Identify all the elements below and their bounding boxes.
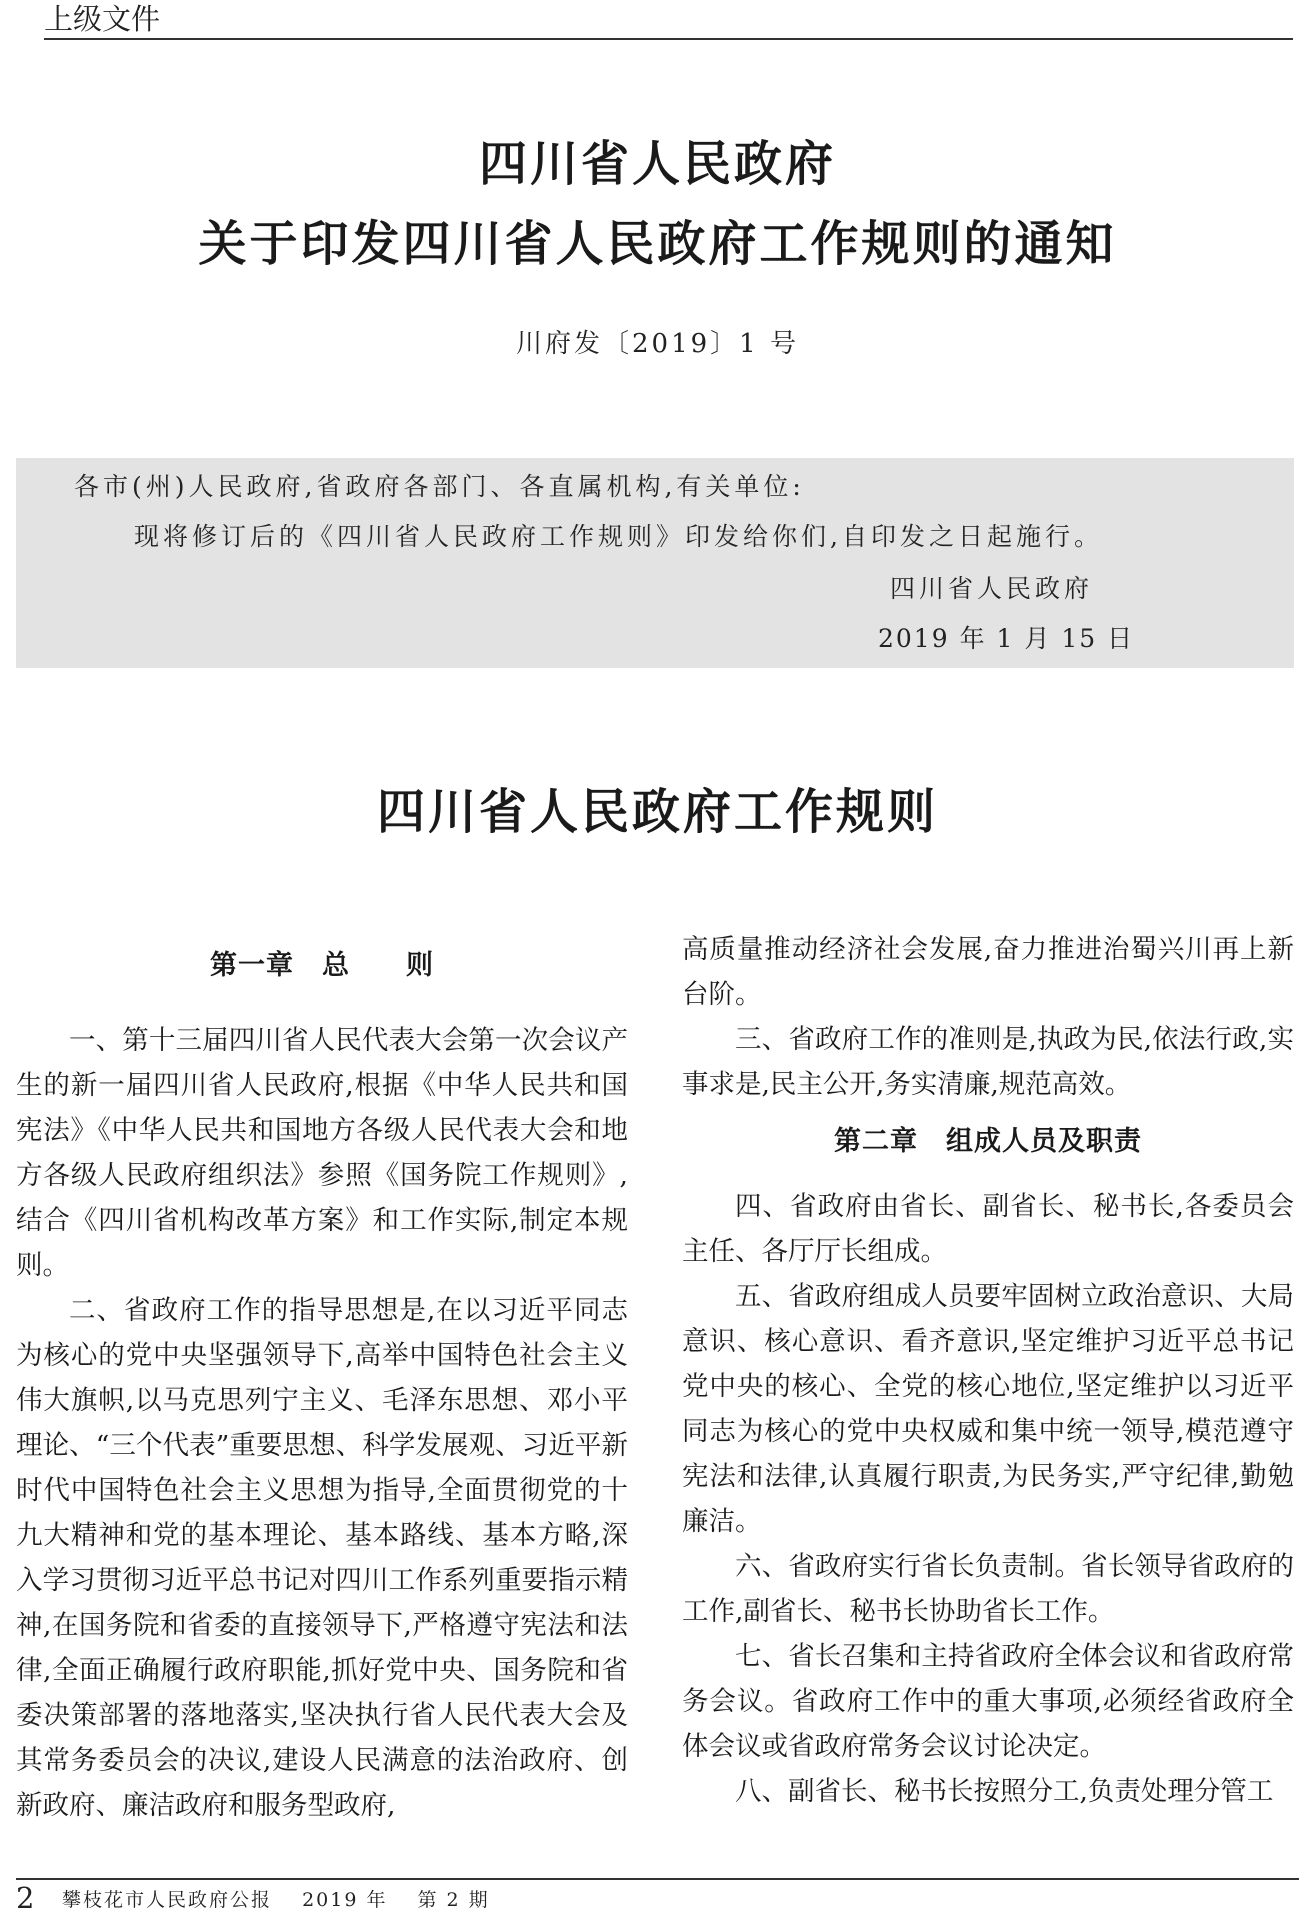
running-head-section-label: 上级文件 [44,2,161,36]
article-6-paragraph: 六、省政府实行省长负责制。省长领导省政府的工作,副省长、秘书长协助省长工作。 [682,1551,1294,1627]
footer-divider [16,1878,1299,1880]
page-number: 2 [16,1881,35,1915]
article-2-paragraph: 二、省政府工作的指导思想是,在以习近平同志为核心的党中央坚强领导下,高举中国特色社会主义伟大旗帜,以马克思列宁主义、毛泽东思想、邓小平理论、“三个代表”重要思想、科学发展观、习近平新时代中国特色社会主义思想为指导,全面贯彻党的十九大精神和党的基本理论、基本路线、基本方略,深入学习贯彻习近平总书记对四川工作系列重要指示精神,在国务院和省委的直接领导下,严格遵守宪法和法律,全面正确履行政府职能,抓好党中央、国务院和省委决策部署的落地落实,坚决执行省人民代表大会及其常务委员会的决议,建设人民满意的法治政府、创新政府、廉洁政府和服务型政府, [16,1295,628,1821]
letter-body: 现将修订后的《四川省人民政府工作规则》印发给你们,自印发之日起施行。 [134,522,1103,551]
footer-publication-name: 攀枝花市人民政府公报 [62,1889,273,1911]
right-text-column [682,927,1294,1924]
letter-signer: 四川省人民政府 [890,574,1094,603]
notice-letter-box [16,458,1294,668]
rules-title: 四川省人民政府工作规则 [376,784,938,840]
article-4-paragraph: 四、省政府由省长、副省长、秘书长,各委员会主任、各厅厅长组成。 [682,1191,1294,1267]
letter-date: 2019 年 1 月 15 日 [878,624,1135,653]
document-number: 川府发〔2019〕1 号 [516,329,799,359]
article-1-paragraph: 一、第十三届四川省人民代表大会第一次会议产生的新一届四川省人民政府,根据《中华人民共和国宪法》《中华人民共和国地方各级人民代表大会和地方各级人民政府组织法》参照《国务院工作规则》,结合《四川省机构改革方案》和工作实际,制定本规则。 [16,1025,628,1281]
chapter-1-heading: 第一章 总 则 [210,950,434,981]
notice-title-line-1: 四川省人民政府 [478,136,836,192]
article-8-paragraph: 八、副省长、秘书长按照分工,负责处理分管工 [735,1776,1274,1807]
chapter-2-heading: 第二章 组成人员及职责 [834,1126,1142,1157]
notice-title-line-2: 关于印发四川省人民政府工作规则的通知 [198,216,1117,272]
left-text-column [16,925,628,1924]
article-5-paragraph: 五、省政府组成人员要牢固树立政治意识、大局意识、核心意识、看齐意识,坚定维护习近平总书记党中央的核心、全党的核心地位,坚定维护以习近平同志为核心的党中央权威和集中统一领导,模范遵守宪法和法律,认真履行职责,为民务实,严守纪律,勤勉廉洁。 [682,1281,1294,1537]
footer-issue: 第 2 期 [417,1889,490,1911]
letter-recipients: 各市(州)人民政府,省政府各部门、各直属机构,有关单位: [74,472,805,501]
article-7-paragraph: 七、省长召集和主持省政府全体会议和省政府常务会议。省政府工作中的重大事项,必须经省政府全体会议或省政府常务会议讨论决定。 [682,1641,1294,1762]
article-2-continuation: 高质量推动经济社会发展,奋力推进治蜀兴川再上新台阶。 [682,934,1294,1010]
article-3-paragraph: 三、省政府工作的准则是,执政为民,依法行政,实事求是,民主公开,务实清廉,规范高效。 [682,1024,1294,1100]
header-divider [44,38,1293,40]
footer-publication-info [62,1885,512,1915]
footer-year: 2019 年 [302,1889,388,1911]
